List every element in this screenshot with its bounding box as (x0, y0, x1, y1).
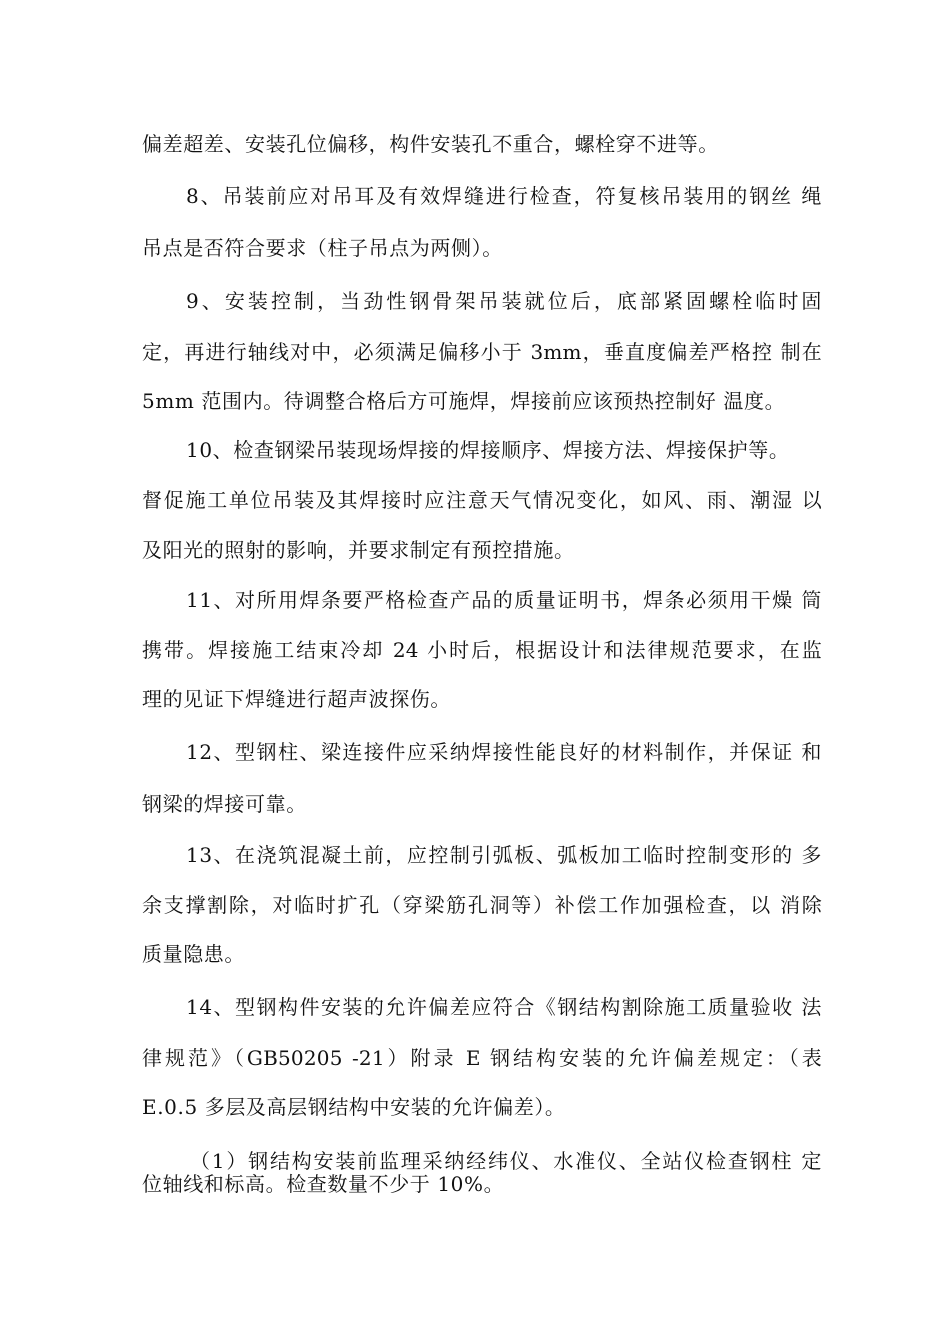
text-line: 律规范》（GB50205 -21）附录 E 钢结构安装的允许偏差规定：（表 (142, 1046, 822, 1070)
text-line: 14、型钢构件安装的允许偏差应符合《钢结构割除施工质量验收 法 (186, 995, 822, 1019)
text-line: 13、在浇筑混凝土前，应控制引弧板、弧板加工临时控制变形的 多 (186, 843, 822, 867)
text-line: 偏差超差、安装孔位偏移，构件安装孔不重合，螺栓穿不进等。 (142, 132, 719, 156)
text-line: 余支撑割除，对临时扩孔（穿梁筋孔洞等）补偿工作加强检查，以 消除 (142, 893, 822, 917)
text-line: E.0.5 多层及高层钢结构中安装的允许偏差）。 (142, 1095, 566, 1119)
text-line: 11、对所用焊条要严格检查产品的质量证明书，焊条必须用干燥 筒 (186, 588, 822, 612)
text-line: 10、检查钢梁吊装现场焊接的焊接顺序、焊接方法、焊接保护等。 (186, 438, 790, 462)
text-line: 及阳光的照射的影响，并要求制定有预控措施。 (142, 538, 575, 562)
text-line: 质量隐患。 (142, 942, 245, 966)
text-line: 督促施工单位吊装及其焊接时应注意天气情况变化，如风、雨、潮湿 以 (142, 488, 822, 512)
text-line: 位轴线和标高。检查数量不少于 10%。 (142, 1172, 505, 1196)
text-line: 理的见证下焊缝进行超声波探伤。 (142, 687, 451, 711)
text-line: 8、吊装前应对吊耳及有效焊缝进行检查，符复核吊装用的钢丝 绳 (186, 184, 822, 208)
text-line: 12、型钢柱、梁连接件应采纳焊接性能良好的材料制作，并保证 和 (186, 740, 822, 764)
text-line: 吊点是否符合要求（柱子吊点为两侧）。 (142, 236, 503, 260)
text-line: 5mm 范围内。待调整合格后方可施焊，焊接前应该预热控制好 温度。 (142, 389, 786, 413)
text-line: 9、安装控制，当劲性钢骨架吊装就位后，底部紧固螺栓临时固 (186, 289, 822, 313)
text-line: 钢梁的焊接可靠。 (142, 792, 307, 816)
text-line: 携带。焊接施工结束冷却 24 小时后，根据设计和法律规范要求，在监 (142, 638, 822, 662)
text-line: 定，再进行轴线对中，必须满足偏移小于 3mm，垂直度偏差严格控 制在 (142, 340, 822, 364)
text-line: （1）钢结构安装前监理采纳经纬仪、水准仪、全站仪检查钢柱 定 (190, 1149, 822, 1173)
